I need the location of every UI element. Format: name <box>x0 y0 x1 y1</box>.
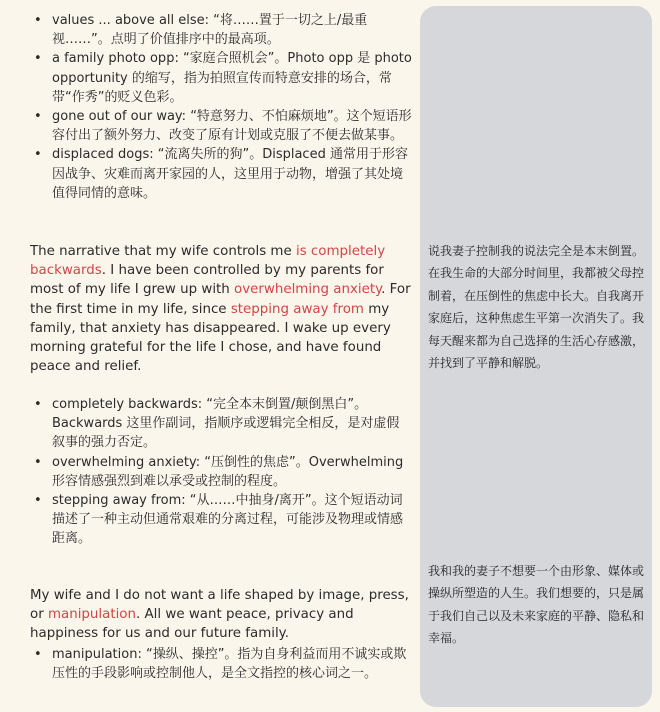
bullet-icon: • <box>34 51 42 67</box>
vocab-text: gone out of our way: “特意努力、不怕麻烦地”。这个短语形容付出了额外努力、改变了原有计划或克服了不便去做某事。 <box>52 109 412 144</box>
bullet-icon: • <box>34 147 42 163</box>
bullet-icon: • <box>34 647 42 662</box>
vocab-text: manipulation: “操纵、操控”。指为自身利益而用不诚实或欺压性的手段影响或控制他人，是全文指控的核心词之一。 <box>52 647 407 682</box>
english-paragraph <box>30 586 416 644</box>
paragraph-text: The narrative that my wife controls me <box>30 244 296 259</box>
paragraph-text: . I have been controlled by my parents for most of my life I grew up with <box>30 263 384 298</box>
paragraph-text: . All we want peace, privacy and happiness for us and our future family. <box>30 607 354 642</box>
highlighted-phrase: is completely backwards <box>30 244 386 279</box>
vocab-item <box>0 491 418 549</box>
vocab-text: stepping away from: “从……中抽身/离开”。这个短语动词描述了一种主动但通常艰难的分离过程，可能涉及物理或情感距离。 <box>52 493 404 547</box>
vocab-text: values ... above all else: “将……置于一切之上/最重视……”。点明了价值排序中的最高项。 <box>52 13 368 48</box>
translation-text: 我和我的妻子不想要一个由形象、媒体或操纵所塑造的人生。我们想要的，只是属于我们自己以及未来家庭的平静、隐私和幸福。 <box>428 564 645 646</box>
vocab-text: completely backwards: “完全本末倒置/颠倒黑白”。Backwards 这里作副词，指顺序或逻辑完全相反，是对虚假叙事的强力否定。 <box>52 397 400 451</box>
paragraph-text: My wife and I do not want a life shaped by image, press, or <box>30 588 409 623</box>
bullet-icon: • <box>34 397 42 412</box>
vocab-item <box>0 645 418 683</box>
highlighted-phrase: manipulation <box>47 607 136 623</box>
highlighted-phrase: overwhelming anxiety <box>234 282 382 298</box>
vocab-item <box>0 395 418 453</box>
vocab-list <box>0 395 418 549</box>
bullet-icon: • <box>34 109 42 125</box>
vocab-text: a family photo opp: “家庭合照机会”。Photo opp 是 photo opportunity 的缩写，指为拍照宣传而特意安排的场合，常带“作秀”的贬义色彩。 <box>52 51 412 105</box>
vocab-list <box>0 11 418 203</box>
bullet-icon: • <box>34 454 42 470</box>
english-paragraph <box>30 242 416 376</box>
vocab-text: displaced dogs: “流离失所的狗”。Displaced 通常用于形容因战争、灾难而离开家园的人，这里用于动物，增强了其处境值得同情的意味。 <box>52 147 408 201</box>
highlighted-phrase: stepping away from <box>230 301 364 317</box>
vocab-item <box>0 107 418 145</box>
translation-panel <box>420 6 652 707</box>
vocab-text: overwhelming anxiety: “压倒性的焦虑”。Overwhelming 形容情感强烈到难以承受或控制的程度。 <box>52 454 404 489</box>
bullet-icon: • <box>34 13 42 28</box>
vocab-item <box>0 49 418 107</box>
vocab-list <box>0 645 418 683</box>
translation-text: 说我妻子控制我的说法完全是本末倒置。在我生命的大部分时间里，我都被父母控制着，在压倒性的焦虑中长大。自我离开家庭后，这种焦虑生平第一次消失了。我每天醒来都为自己选择的生活心存感激，并找到了平静和解脱。 <box>428 244 645 371</box>
paragraph-text: . For the first time in my life, since <box>30 282 411 317</box>
vocab-item <box>0 145 418 203</box>
vocab-item <box>0 11 418 49</box>
paragraph-text: my family, that anxiety has disappeared. I wake up every morning grateful for the life I chose, and have found peace and relief. <box>30 301 391 375</box>
bullet-icon: • <box>34 493 42 509</box>
vocab-item <box>0 453 418 491</box>
